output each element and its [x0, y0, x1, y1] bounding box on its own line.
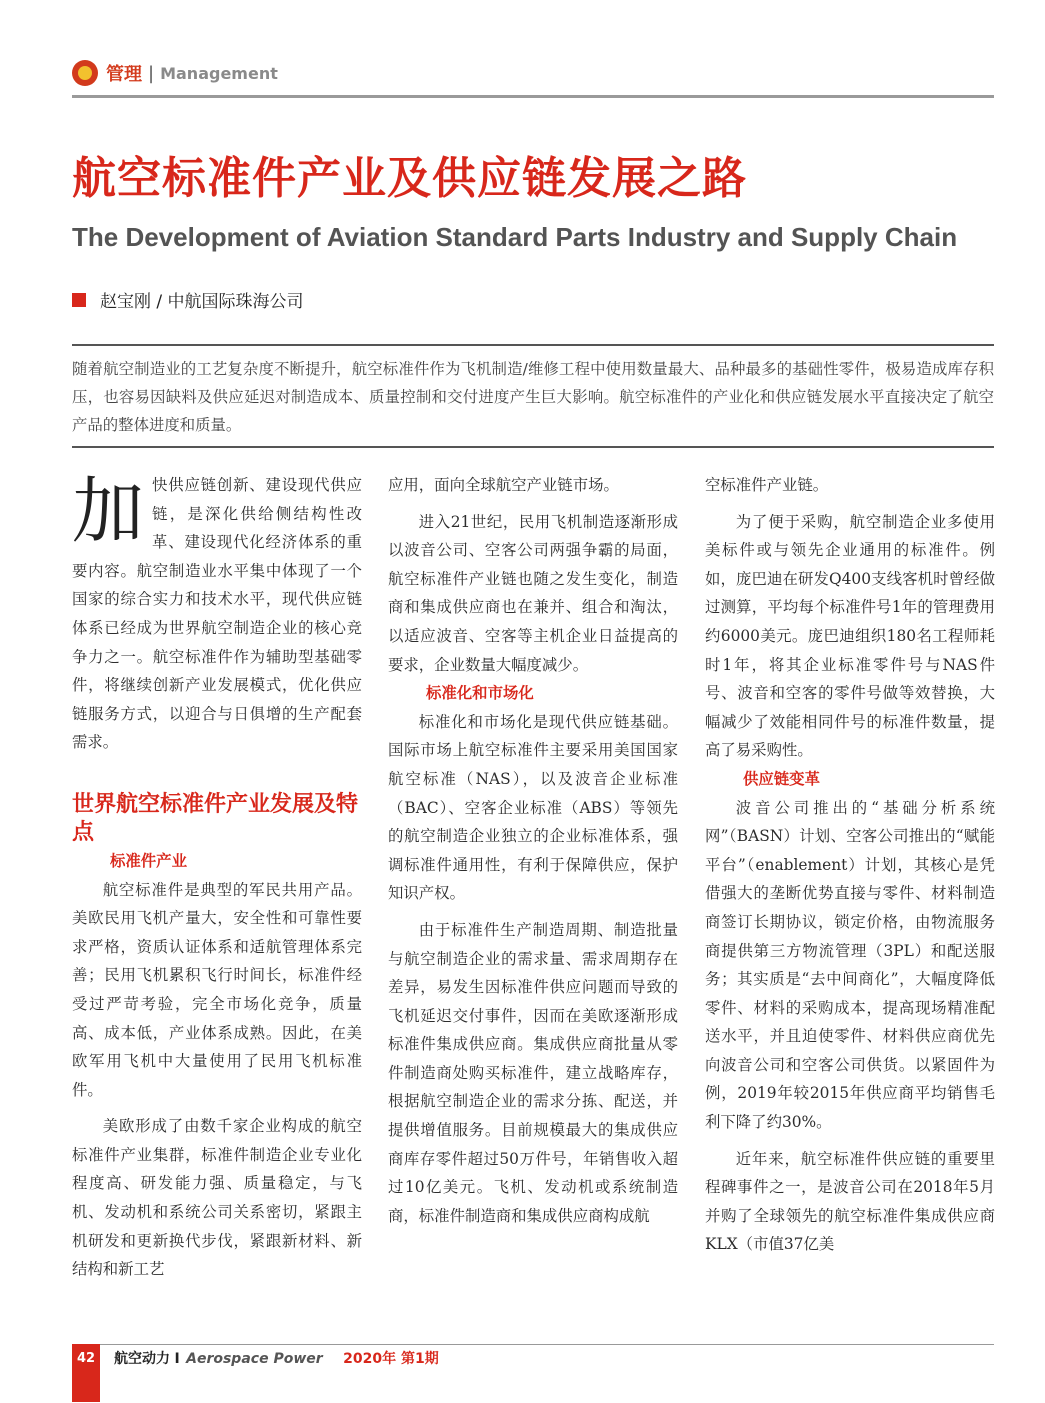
col1-paragraph-2: 航空标准件是典型的军民共用产品。美欧民用飞机产量大，安全性和可靠性要求严格，资质认证体系和适航管理体系完善；民用飞机累积飞行时间长，标准件经受过严苛考验，完全市场化竞争，质量高、成本低，产业体系成熟。因此，在美欧军用飞机中大量使用了民用飞机标准件。	[72, 880, 362, 1099]
page-footer	[72, 1344, 100, 1402]
page-number: 42	[72, 1344, 100, 1402]
col3-paragraph-3: 波音公司推出的“基础分析系统网”（BASN）计划、空客公司推出的“赋能平台”（enablement）计划，其核心是凭借强大的垄断优势直接与零件、材料制造商签订长期协议，锁定价格，由物流服务商提供第三方物流管理（3PL）和配送服务；其实质是“去中间商化”，大幅度降低零件、材料的采购成本，提高现场精准配送水平，并且迫使零件、材料供应商优先向波音公司和空客公司供货。以紧固件为例，2019年较2015年供应商平均销售毛利下降了约30%。	[705, 798, 995, 1132]
drop-cap: 加	[72, 469, 145, 553]
subheading-standardization: 标准化和市场化	[426, 684, 534, 703]
column-3	[705, 471, 995, 1259]
col3-paragraph-4: 近年来，航空标准件供应链的重要里程碑事件之一，是波音公司在2018年5月并购了全球领先的航空标准件集成供应商KLX（市值37亿美	[705, 1149, 995, 1254]
author-name: 赵宝刚 / 中航国际珠海公司	[100, 292, 304, 312]
author-marker-icon	[72, 293, 86, 307]
section-heading-world-industry: 世界航空标准件产业发展及特点	[72, 791, 359, 845]
author-line	[72, 287, 304, 312]
column-1	[72, 471, 362, 1284]
issue-label: 2020年 第1期	[343, 1351, 439, 1367]
col2-paragraph-1: 应用，面向全球航空产业链市场。	[388, 476, 619, 494]
abstract-text: 随着航空制造业的工艺复杂度不断提升，航空标准件作为飞机制造/维修工程中使用数量最大、品种最多的基础性零件，极易造成库存积压，也容易因缺料及供应延迟对制造成本、质量控制和交付进度产生巨大影响。航空标准件的产业化和供应链发展水平直接决定了航空产品的整体进度和质量。	[72, 360, 994, 434]
col3-paragraph-1: 空标准件产业链。	[705, 476, 829, 494]
article-title-en: The Development of Aviation Standard Parts Industry and Supply Chain	[72, 222, 958, 252]
section-header	[72, 58, 278, 88]
section-label-cn: 管理	[106, 64, 142, 85]
col3-paragraph-2: 为了便于采购，航空制造企业多使用美标件或与领先企业通用的标准件。例如，庞巴迪在研发Q400支线客机时曾经做过测算，平均每个标准件号1年的管理费用约6000美元。庞巴迪组织180名工程师耗时1年，将其企业标准零件号与NAS件号、波音和空客的零件号做等效替换，大幅减少了效能相同件号的标准件数量，提高了易采购性。	[705, 512, 995, 760]
magazine-logo-icon	[72, 60, 98, 86]
col1-paragraph-3: 美欧形成了由数千家企业构成的航空标准件产业集群，标准件制造企业专业化程度高、研发能力强、质量稳定，与飞机、发动机和系统公司关系密切，紧跟主机研发和更新换代步伐，紧跟新材料、新结构和新工艺	[72, 1117, 362, 1279]
col1-paragraph-1: 快供应链创新、建设现代供应链，是深化供给侧结构性改革、建设现代化经济体系的重要内容。航空制造业水平集中体现了一个国家的综合实力和技术水平，现代供应链体系已经成为世界航空制造企业的核心竞争力之一。航空标准件作为辅助型基础零件，将继续创新产业发展模式，优化供应链服务方式，以迎合与日俱增的生产配套需求。	[72, 476, 362, 752]
subheading-standard-parts-industry: 标准件产业	[110, 851, 187, 870]
subheading-supply-chain-reform: 供应链变革	[743, 769, 820, 788]
footer-magazine-line	[114, 1348, 439, 1368]
footer-separator: I	[174, 1351, 180, 1367]
magazine-name-en: Aerospace Power	[186, 1351, 323, 1367]
column-2	[388, 471, 678, 1230]
section-separator: |	[148, 62, 155, 84]
header-rule	[72, 95, 994, 98]
section-label-en: Management	[160, 63, 278, 83]
footer-rule	[72, 1344, 994, 1345]
col2-paragraph-2: 进入21世纪，民用飞机制造逐渐形成以波音公司、空客公司两强争霸的局面，航空标准件产业链也随之发生变化，制造商和集成供应商也在兼并、组合和淘汰，以适应波音、空客等主机企业日益提高的要求，企业数量大幅度减少。	[388, 512, 678, 674]
col2-paragraph-4: 由于标准件生产制造周期、制造批量与航空制造企业的需求量、需求周期存在差异，易发生因标准件供应问题而导致的飞机延迟交付事件，因而在美欧逐渐形成标准件集成供应商。集成供应商批量从零件制造商处购买标准件，建立战略库存，根据航空制造企业的需求分拣、配送，并提供增值服务。目前规模最大的集成供应商库存零件超过50万件号，年销售收入超过10亿美元。飞机、发动机或系统制造商，标准件制造商和集成供应商构成航	[388, 920, 678, 1225]
magazine-name-cn: 航空动力	[114, 1351, 170, 1367]
col2-paragraph-3: 标准化和市场化是现代供应链基础。国际市场上航空标准件主要采用美国国家航空标准（NAS），以及波音企业标准（BAC）、空客企业标准（ABS）等领先的航空制造企业独立的企业标准体系，强调标准件通用性，有利于保障供应，保护知识产权。	[388, 712, 678, 903]
article-title-cn: 航空标准件产业及供应链发展之路	[72, 153, 747, 204]
abstract-box	[72, 344, 994, 448]
